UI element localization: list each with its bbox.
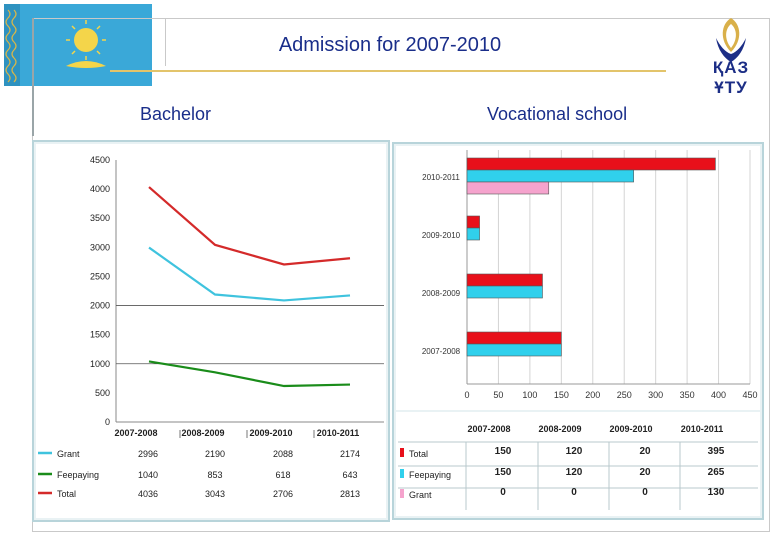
voc-table-cell: 20: [639, 446, 651, 457]
bachelor-legend-label: Feepaying: [57, 470, 100, 480]
voc-table-cell: 265: [707, 467, 725, 478]
voc-bar-total: [467, 158, 715, 170]
logo-text: ҚАЗ ҰТУ: [712, 58, 750, 97]
voc-x-tick-label: 350: [679, 390, 695, 400]
voc-table-cell: 20: [639, 467, 651, 478]
voc-category-label: 2008-2009: [421, 289, 461, 298]
bachelor-legend-label: Total: [57, 489, 77, 499]
bachelor-table-cell: 2813: [339, 489, 361, 499]
bachelor-y-tick-label: 2000: [89, 300, 110, 311]
bachelor-y-tick-label: 0: [104, 417, 110, 427]
voc-legend-key: [400, 448, 404, 457]
bachelor-table-header: 2010-2011: [316, 428, 360, 438]
vocational-title: Vocational school: [487, 104, 628, 124]
voc-legend-key: [400, 469, 404, 478]
voc-bar-total: [467, 216, 480, 228]
bachelor-y-tick-label: 3000: [89, 242, 110, 253]
bachelor-table-cell: 3043: [204, 489, 226, 499]
voc-x-tick-label: 50: [493, 390, 504, 400]
bachelor-legend-label: Grant: [57, 449, 80, 459]
bachelor-y-tick-label: 2500: [89, 271, 110, 282]
voc-plot-area: [396, 146, 760, 410]
voc-legend-label: Grant: [409, 490, 432, 500]
bachelor-table-cell: 2706: [272, 489, 294, 499]
voc-x-tick-label: 450: [742, 390, 758, 400]
voc-category-label: 2010-2011: [422, 173, 460, 182]
bachelor-table-cell: 2174: [339, 449, 361, 459]
voc-table-cell: 150: [494, 446, 512, 457]
voc-x-tick-label: 250: [616, 390, 632, 400]
bachelor-y-tick-label: 1000: [89, 358, 110, 369]
voc-x-tick-label: 100: [522, 390, 538, 400]
bachelor-table-cell: 2996: [137, 449, 159, 459]
voc-bar-feepaying: [467, 286, 542, 298]
bachelor-table-cell: 643: [342, 470, 358, 480]
voc-table-header: 2009-2010: [609, 424, 653, 434]
bachelor-table-cell: 1040: [137, 470, 159, 480]
voc-table-cell: 0: [571, 487, 577, 498]
bachelor-table-cell: 618: [275, 470, 291, 480]
bachelor-table-header: 2007-2008: [114, 428, 158, 438]
bachelor-table-cell: 2190: [204, 449, 226, 459]
voc-table-cell: 395: [707, 446, 725, 457]
bachelor-y-tick-label: 500: [94, 387, 110, 398]
bachelor-table-cell: 853: [207, 470, 223, 480]
voc-bar-feepaying: [467, 170, 634, 182]
voc-bar-feepaying: [467, 228, 480, 240]
voc-table-header: 2007-2008: [467, 424, 511, 434]
bachelor-y-tick-label: 4500: [89, 155, 110, 165]
voc-x-tick-label: 200: [585, 390, 601, 400]
voc-legend-key: [400, 489, 404, 498]
voc-table-cell: 130: [707, 487, 725, 498]
voc-bar-feepaying: [467, 344, 561, 356]
slide-title: Admission for 2007-2010: [278, 34, 502, 56]
voc-bar-total: [467, 332, 561, 344]
voc-x-tick-label: 300: [648, 390, 664, 400]
bachelor-table-header: 2008-2009: [181, 428, 225, 438]
voc-table-cell: 120: [565, 446, 583, 457]
voc-legend-label: Feepaying: [409, 470, 452, 480]
voc-legend-label: Total: [409, 449, 429, 459]
voc-x-tick-label: 150: [553, 390, 569, 400]
voc-table-cell: 150: [494, 467, 512, 478]
voc-table-cell: 0: [642, 487, 648, 498]
bachelor-table-cell: 2088: [272, 449, 294, 459]
voc-x-tick-label: 400: [711, 390, 727, 400]
bachelor-table-cell: 4036: [137, 489, 159, 499]
voc-x-tick-label: 0: [464, 390, 470, 400]
voc-table-cell: 120: [565, 467, 583, 478]
bachelor-title: Bachelor: [140, 104, 212, 124]
bachelor-y-tick-label: 1500: [89, 329, 110, 340]
voc-category-label: 2009-2010: [421, 231, 461, 240]
voc-bar-total: [467, 274, 542, 286]
bachelor-y-tick-label: 4000: [89, 184, 110, 195]
voc-bar-grant: [467, 182, 549, 194]
bachelor-y-tick-label: 3500: [89, 213, 110, 224]
voc-category-label: 2007-2008: [421, 347, 461, 356]
voc-table-header: 2010-2011: [680, 424, 724, 434]
voc-table-cell: 0: [500, 487, 506, 498]
voc-table-header: 2008-2009: [538, 424, 582, 434]
bachelor-table-header: 2009-2010: [249, 428, 293, 438]
